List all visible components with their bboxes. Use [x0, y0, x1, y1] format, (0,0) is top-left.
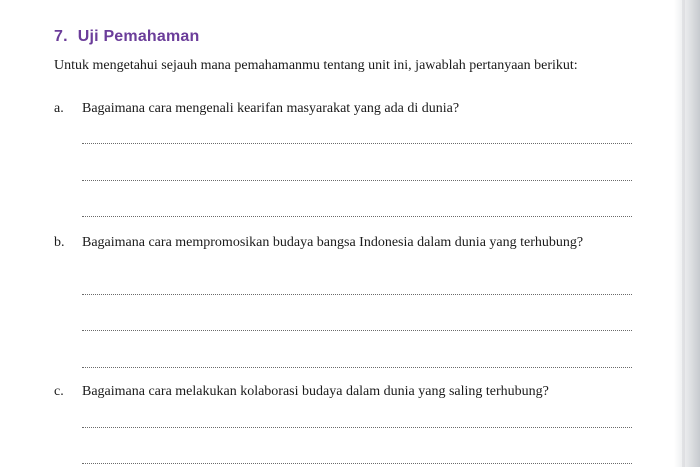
question-letter: c. — [54, 384, 64, 399]
intro-paragraph: Untuk mengetahui sejauh mana pemahamanmu tentang unit ini, jawablah pertanyaan berikut: — [54, 58, 578, 73]
answer-line[interactable] — [82, 330, 632, 331]
question-b — [54, 234, 634, 251]
answer-line[interactable] — [82, 216, 632, 217]
question-text: Bagaimana cara melakukan kolaborasi budaya dalam dunia yang saling terhubung? — [82, 384, 549, 399]
question-c — [54, 383, 634, 400]
question-text: Bagaimana cara mengenali kearifan masyarakat yang ada di dunia? — [82, 101, 460, 116]
section-title: Uji Pemahaman — [77, 28, 200, 45]
question-a — [54, 100, 634, 117]
answer-line[interactable] — [82, 427, 632, 428]
answer-line[interactable] — [82, 180, 632, 181]
question-letter: a. — [54, 101, 64, 116]
section-number: 7. — [54, 28, 68, 45]
answer-line[interactable] — [82, 143, 632, 144]
page-edge-shadow — [674, 0, 700, 467]
answer-line[interactable] — [82, 367, 632, 368]
question-letter: b. — [54, 235, 65, 250]
answer-line[interactable] — [82, 294, 632, 295]
section-heading — [54, 28, 200, 46]
question-text: Bagaimana cara mempromosikan budaya bangsa Indonesia dalam dunia yang terhubung? — [82, 235, 584, 250]
answer-line[interactable] — [82, 463, 632, 464]
